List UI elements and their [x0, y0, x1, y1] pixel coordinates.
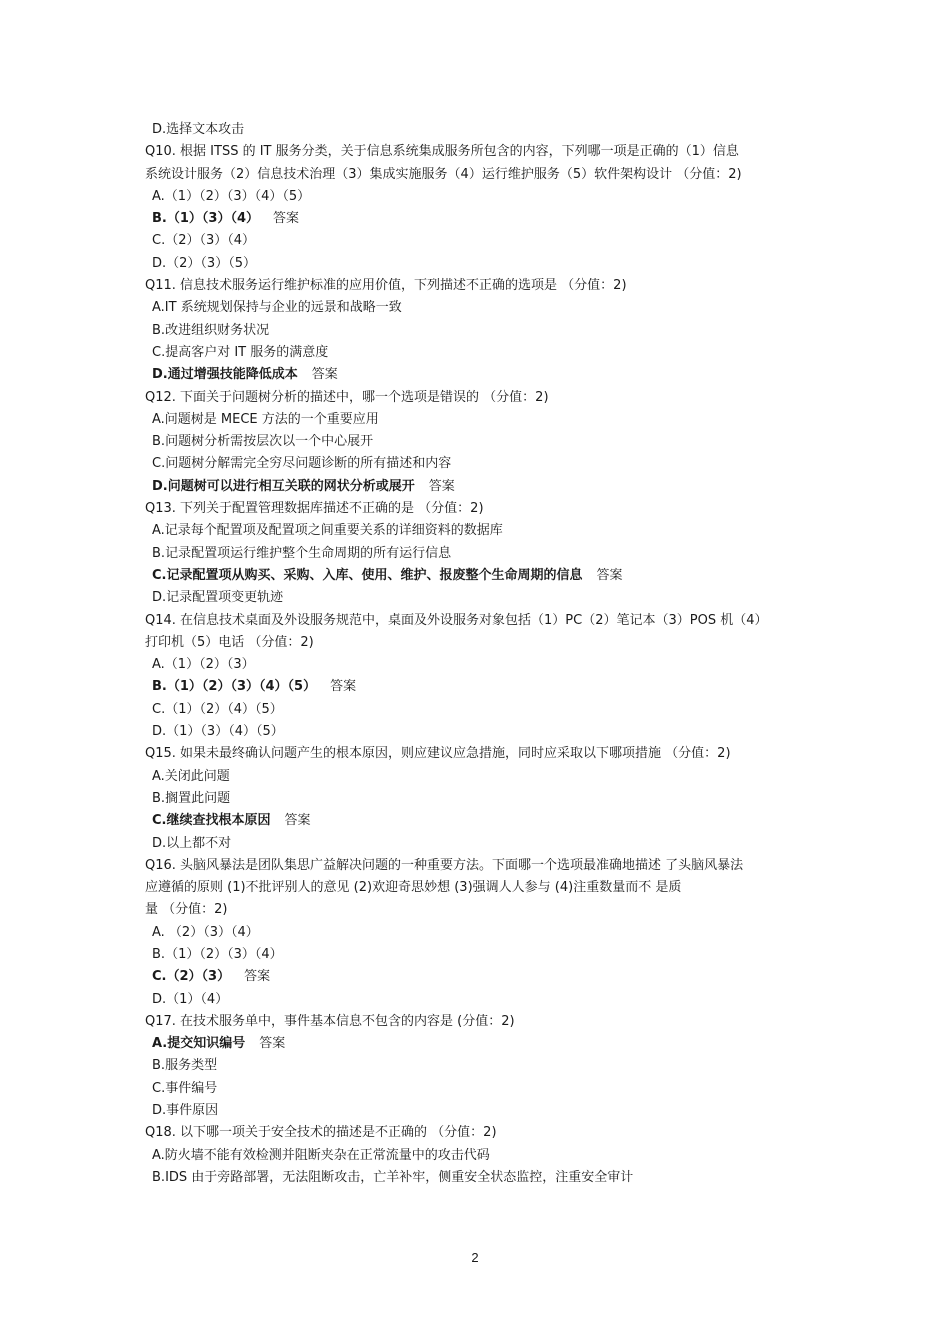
option-key: C.	[152, 701, 166, 717]
option-text: 服务类型	[165, 1058, 218, 1074]
option-key: B.	[152, 1058, 166, 1074]
option-key: A.	[152, 523, 165, 539]
answer-label: 答案	[259, 1036, 286, 1052]
question-text: Q18. 以下哪一项关于安全技术的描述是不正确的 （分值：2)	[145, 1125, 497, 1141]
option-text: 通过增强技能降低成本	[167, 367, 298, 383]
option-key: D.	[152, 122, 167, 137]
option-key: A.	[152, 1147, 165, 1163]
option-key: C.	[152, 456, 166, 472]
option-line	[145, 1100, 815, 1122]
option-line	[145, 409, 815, 431]
answer-label: 答案	[596, 567, 623, 583]
question-line	[145, 610, 815, 632]
option-line	[145, 342, 815, 364]
option-text: 防火墙不能有效检测并阻断夹杂在正常流量中的攻击代码	[164, 1147, 490, 1163]
option-line	[145, 320, 815, 342]
option-line	[145, 810, 815, 832]
answer-label: 答案	[284, 813, 311, 829]
option-line	[145, 297, 815, 319]
option-text: 记录配置项变更轨迹	[166, 590, 284, 606]
option-text: 关闭此问题	[164, 768, 230, 784]
question-text: Q13. 下列关于配置管理数据库描述不正确的是 （分值：2)	[145, 501, 484, 517]
option-line	[145, 833, 815, 855]
question-text: Q17. 在技术服务单中，事件基本信息不包含的内容是 (分值：2)	[145, 1013, 515, 1029]
option-line	[145, 944, 815, 966]
option-key: B.	[152, 545, 166, 561]
page-number: 2	[471, 1250, 479, 1265]
option-key: B.	[152, 679, 167, 695]
question-line	[145, 1011, 815, 1033]
option-text: （1）（2）（3）（4）（5）	[164, 188, 311, 204]
answer-label: 答案	[273, 211, 300, 227]
option-text: 搁置此问题	[165, 790, 231, 806]
question-line	[145, 275, 815, 297]
option-text: 改进组织财务状况	[165, 322, 270, 338]
option-key: B.	[152, 211, 167, 227]
option-text: 问题树分析需按层次以一个中心展开	[165, 434, 374, 450]
option-line	[145, 1033, 815, 1055]
question-text: Q11. 信息技术服务运行维护标准的应用价值，下列描述不正确的选项是 （分值：2)	[145, 278, 627, 294]
option-text: 事件原因	[166, 1103, 219, 1119]
option-line	[145, 208, 815, 230]
option-text: （2）（3）（4）	[164, 924, 259, 940]
option-line	[145, 119, 815, 141]
option-text: IDS 由于旁路部署，无法阻断攻击，亡羊补牢，侧重安全状态监控，注重安全审计	[165, 1169, 634, 1185]
option-line	[145, 1078, 815, 1100]
option-text: （2）（3）	[166, 969, 231, 985]
question-text: Q12. 下面关于问题树分析的描述中，哪一个选项是错误的 （分值：2)	[145, 389, 549, 405]
option-text: 记录每个配置项及配置项之间重要关系的详细资料的数据库	[164, 523, 503, 539]
option-text: 提交知识编号	[167, 1036, 246, 1052]
question-text: 系统设计服务（2）信息技术治理（3）集成实施服务（4）运行维护服务（5）软件架构设计 （分值：2)	[145, 166, 742, 182]
option-key: D.	[152, 835, 167, 851]
option-key: D.	[152, 478, 168, 494]
option-line	[145, 1167, 815, 1189]
option-key: A.	[152, 188, 165, 204]
option-line	[145, 966, 815, 988]
option-text: 以上都不对	[166, 835, 232, 851]
option-line	[145, 364, 815, 386]
option-text: 继续查找根本原因	[166, 813, 271, 829]
option-key: B.	[152, 790, 166, 806]
answer-label: 答案	[428, 478, 455, 494]
option-key: B.	[152, 946, 166, 962]
option-text: 选择文本攻击	[166, 122, 245, 137]
option-text: IT 系统规划保持与企业的远景和战略一致	[164, 300, 402, 316]
option-line	[145, 788, 815, 810]
option-line	[145, 766, 815, 788]
option-line	[145, 676, 815, 698]
option-line	[145, 230, 815, 252]
option-text: 问题树可以进行相互关联的网状分析或展开	[167, 478, 415, 494]
option-key: D.	[152, 590, 167, 606]
option-key: A.	[152, 924, 165, 940]
option-key: C.	[152, 344, 166, 360]
option-key: A.	[152, 300, 165, 316]
question-line	[145, 632, 815, 654]
option-text: 记录配置项运行维护整个生命周期的所有运行信息	[165, 545, 452, 561]
option-text: （1）（3）（4）	[166, 211, 259, 227]
question-line	[145, 743, 815, 765]
question-text: Q15. 如果未最终确认问题产生的根本原因，则应建议应急措施，同时应采取以下哪项措施 （分值：2)	[145, 746, 731, 762]
option-line	[145, 186, 815, 208]
option-line	[145, 989, 815, 1011]
option-key: C.	[152, 1080, 166, 1096]
option-line	[145, 699, 815, 721]
option-key: C.	[152, 813, 167, 829]
option-key: B.	[152, 1169, 166, 1185]
option-line	[145, 587, 815, 609]
option-line	[145, 520, 815, 542]
option-text: 事件编号	[165, 1080, 218, 1096]
option-text: （2）（3）（5）	[166, 255, 256, 271]
option-key: C.	[152, 969, 167, 985]
option-text: 记录配置项从购买、采购、入库、使用、维护、报废整个生命周期的信息	[166, 567, 583, 583]
option-text: （1）（2）（3）（4）（5）	[166, 679, 317, 695]
option-key: A.	[152, 768, 165, 784]
option-line	[145, 654, 815, 676]
question-text: 应遵循的原则 (1)不批评别人的意见 (2)欢迎奇思妙想 (3)强调人人参与 (4)注重数量而不 是质	[145, 880, 682, 896]
option-key: D.	[152, 724, 167, 740]
question-line	[145, 498, 815, 520]
option-text: （1）（4）	[166, 991, 229, 1007]
question-line	[145, 164, 815, 186]
option-key: B.	[152, 322, 166, 338]
answer-label: 答案	[311, 367, 338, 383]
option-key: D.	[152, 367, 168, 383]
option-text: 提高客户对 IT 服务的满意度	[165, 344, 329, 360]
option-key: A.	[152, 657, 165, 673]
document-body	[145, 119, 815, 1189]
option-line	[145, 431, 815, 453]
option-line	[145, 253, 815, 275]
question-line	[145, 141, 815, 163]
question-line	[145, 877, 815, 899]
question-line	[145, 387, 815, 409]
option-key: A.	[152, 1036, 168, 1052]
option-line	[145, 476, 815, 498]
option-line	[145, 565, 815, 587]
option-line	[145, 1145, 815, 1167]
question-text: Q14. 在信息技术桌面及外设服务规范中，桌面及外设服务对象包括（1）PC（2）笔记本（3）POS 机（4）	[145, 612, 768, 628]
question-text: 量 （分值：2)	[145, 902, 228, 918]
option-text: 问题树分解需完全穷尽问题诊断的所有描述和内容	[165, 456, 452, 472]
option-key: D.	[152, 255, 167, 271]
option-line	[145, 543, 815, 565]
question-text: 打印机（5）电话 （分值：2)	[145, 634, 314, 650]
option-line	[145, 453, 815, 475]
option-line	[145, 922, 815, 944]
question-line	[145, 855, 815, 877]
option-key: C.	[152, 567, 167, 583]
option-text: （1）（3）（4）（5）	[166, 724, 284, 740]
option-text: （1）（2）（3）	[164, 657, 255, 673]
question-text: Q10. 根据 ITSS 的 IT 服务分类，关于信息系统集成服务所包含的内容，下列哪一项是正确的（1）信息	[145, 144, 739, 160]
option-text: 问题树是 MECE 方法的一个重要应用	[164, 411, 379, 427]
option-text: （1）（2）（4）（5）	[165, 701, 283, 717]
question-text: Q16. 头脑风暴法是团队集思广益解决问题的一种重要方法。下面哪一个选项最准确地描述 了头脑风暴法	[145, 857, 744, 873]
question-line	[145, 1122, 815, 1144]
option-key: D.	[152, 991, 167, 1007]
option-key: C.	[152, 233, 166, 249]
answer-label: 答案	[330, 679, 357, 695]
option-text: （1）（2）（3）（4）	[165, 946, 283, 962]
option-line	[145, 1055, 815, 1077]
option-key: A.	[152, 411, 165, 427]
option-text: （2）（3）（4）	[165, 233, 256, 249]
answer-label: 答案	[244, 969, 271, 985]
option-key: D.	[152, 1103, 167, 1119]
question-line	[145, 899, 815, 921]
option-line	[145, 721, 815, 743]
option-key: B.	[152, 434, 166, 450]
